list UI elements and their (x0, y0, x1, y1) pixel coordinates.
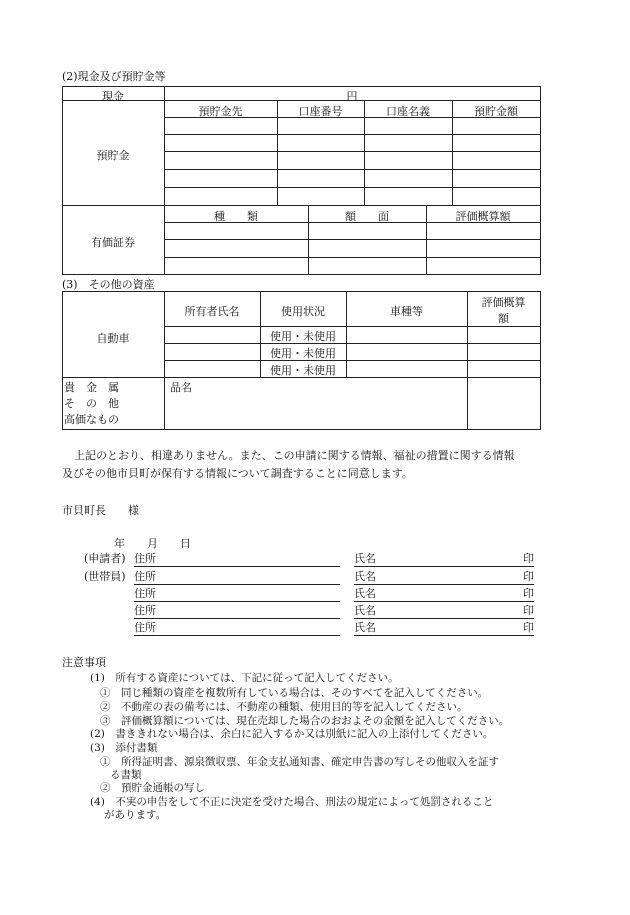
applicant-seal: 印 (523, 552, 534, 565)
household-name-label-2: 氏名 (354, 587, 376, 600)
household-seal-2: 印 (523, 587, 534, 600)
note-3a-line2: る書類 (110, 769, 142, 781)
household-address-label-3: 住所 (134, 604, 156, 617)
deposit-header-amount: 預貯金額 (474, 105, 518, 118)
note-1a: ① 同じ種類の資産を複数所有している場合は、そのすべてを記入してください。 (100, 687, 489, 699)
addressee: 市貝町長 様 (62, 504, 139, 517)
household-seal-1: 印 (523, 570, 534, 583)
household-name-line-4[interactable] (354, 635, 534, 636)
item-name-label: 品名 (170, 381, 192, 394)
usage-value-2: 使用・未使用 (270, 347, 336, 360)
date-line: 年 月 日 (114, 537, 191, 550)
household-seal-4: 印 (523, 621, 534, 634)
note-3a-line1: ① 所得証明書、源泉徴収票、年金支払通知書、確定申告書の写しその他収入を証す (100, 756, 499, 768)
consent-line2: 及びその他市貝町が保有する情報について調査することに同意します。 (62, 467, 413, 480)
consent-line1: 上記のとおり、相違ありません。また、この申請に関する情報、福祉の措置に関する情報 (74, 449, 515, 462)
applicant-address-line[interactable] (134, 566, 340, 567)
household-label: (世帯員) (84, 570, 126, 583)
note-3b: ② 預貯金通帳の写し (100, 782, 205, 794)
note-1: (1) 所有する資産については、下記に従って記入してください。 (90, 672, 399, 684)
applicant-label: (申請者) (84, 552, 126, 565)
deposit-label: 預貯金 (96, 149, 130, 162)
household-address-label-1: 住所 (134, 570, 156, 583)
household-name-label-4: 氏名 (354, 621, 376, 634)
securities-header-estimated-value: 評価概算額 (455, 210, 511, 223)
household-seal-3: 印 (523, 604, 534, 617)
note-1c: ③ 評価概算額については、現在売却した場合のおおよその金額を記入してください。 (100, 715, 510, 727)
car-header-estimated-value-line2: 額 (498, 312, 509, 325)
household-address-line-2[interactable] (134, 601, 340, 602)
household-address-label-2: 住所 (134, 587, 156, 600)
usage-value-3: 使用・未使用 (270, 364, 336, 377)
car-header-usage: 使用状況 (281, 305, 325, 318)
household-name-line-1[interactable] (354, 584, 534, 585)
household-name-label-3: 氏名 (354, 604, 376, 617)
note-1b: ② 不動産の表の備考には、不動産の種類、使用目的等を記入してください。 (100, 701, 468, 713)
household-name-label-1: 氏名 (354, 570, 376, 583)
applicant-name-label: 氏名 (354, 552, 376, 565)
household-address-line-1[interactable] (134, 584, 340, 585)
household-address-line-4[interactable] (134, 635, 340, 636)
usage-value-1: 使用・未使用 (270, 330, 336, 343)
deposit-header-account-number: 口座番号 (298, 105, 343, 118)
securities-label: 有価証券 (91, 236, 135, 249)
deposit-header-account-holder: 口座名義 (386, 105, 430, 118)
cash-label: 現金 (102, 90, 124, 103)
notes-title: 注意事項 (62, 656, 106, 669)
applicant-address-label: 住所 (134, 552, 156, 565)
deposit-header-bank: 預貯金先 (198, 105, 243, 118)
car-header-estimated-value-line1: 評価概算 (481, 296, 526, 309)
car-label: 自動車 (96, 332, 130, 345)
section3-title: (3) その他の資産 (62, 278, 155, 291)
note-4-line2: があります。 (104, 809, 167, 821)
metal-label-line1: 貴 金 属 (64, 381, 119, 394)
metal-label-line3: 高価なもの (64, 413, 119, 426)
cash-unit: 円 (346, 90, 358, 103)
securities-header-face-value: 額 面 (345, 210, 389, 223)
section2-title: (2)現金及び預貯金等 (62, 70, 166, 83)
car-header-model: 車種等 (390, 305, 423, 318)
securities-header-type: 種 類 (214, 210, 258, 223)
household-name-line-3[interactable] (354, 618, 534, 619)
applicant-name-line[interactable] (354, 566, 534, 567)
note-3: (3) 添付書類 (90, 742, 158, 754)
note-4-line1: (4) 不実の申告をして不正に決定を受けた場合、刑法の規定によって処罰されること (90, 796, 494, 808)
note-2: (2) 書ききれない場合は、余白に記入するか又は別紙に記入の上添付してください。 (90, 728, 494, 740)
car-header-owner: 所有者氏名 (184, 305, 240, 318)
household-address-label-4: 住所 (134, 621, 156, 634)
metal-label-line2: そ の 他 (64, 397, 119, 410)
household-name-line-2[interactable] (354, 601, 534, 602)
household-address-line-3[interactable] (134, 618, 340, 619)
